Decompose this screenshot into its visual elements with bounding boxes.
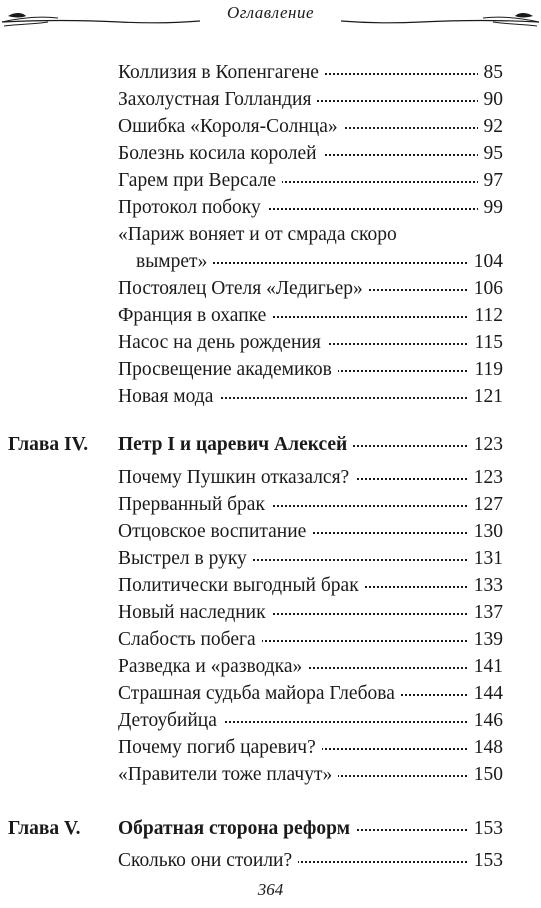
toc-entry[interactable] (118, 762, 503, 787)
running-header (0, 0, 541, 34)
toc-entry-page: 99 (478, 195, 504, 220)
toc-entry-title: Политически выгодный брак (118, 573, 365, 598)
page-number: 364 (257, 880, 284, 899)
chapter-title: Обратная сторона реформ (118, 816, 356, 841)
toc-entry[interactable] (118, 848, 503, 873)
toc-entry-title: Новый наследник (118, 600, 272, 625)
toc-entry-title: Насос на день рождения (118, 330, 327, 355)
toc-entry-title: Болезнь косила королей (118, 141, 323, 166)
toc-entry-title: Коллизия в Копенгагене (118, 60, 325, 85)
header-title: Оглавление (226, 3, 315, 22)
toc-entry[interactable] (118, 330, 503, 355)
toc-entry[interactable] (118, 492, 503, 517)
chapter-label: Глава IV. (8, 434, 89, 455)
toc-entry[interactable] (118, 384, 503, 409)
toc-entry-title: Детоубийца (118, 708, 223, 733)
toc-entry-page: 137 (468, 600, 503, 625)
toc-entry[interactable] (118, 87, 503, 112)
toc-entry-page: 150 (468, 762, 503, 787)
toc-entry[interactable] (118, 465, 503, 490)
toc-entry-page: 130 (468, 519, 503, 544)
toc-entry-title: Постоялец Отеля «Ледигьер» (118, 276, 369, 301)
toc-entry[interactable] (118, 627, 503, 652)
toc-entry-page: 144 (468, 681, 503, 706)
toc-entry-page: 95 (478, 141, 504, 166)
toc-entry-title: Страшная судьба майора Глебова (118, 681, 401, 706)
chapter-page: 123 (468, 432, 503, 457)
toc-entry-title: Протокол побоку (118, 195, 267, 220)
toc-entry-page: 90 (478, 87, 504, 112)
toc-entry-page: 115 (468, 330, 503, 355)
toc-entry-title: Отцовское воспитание (118, 519, 312, 544)
toc-entry-page: 85 (478, 60, 504, 85)
toc-entry-page: 139 (468, 627, 503, 652)
toc-entry[interactable] (118, 276, 503, 301)
toc-entry-title: Просвещение академиков (118, 357, 338, 382)
toc-entry-page: 112 (468, 303, 503, 328)
toc-entry[interactable] (118, 303, 503, 328)
toc-entry[interactable] (118, 600, 503, 625)
toc-entry-page: 92 (478, 114, 504, 139)
toc-entry[interactable] (118, 654, 503, 679)
chapter-heading[interactable] (118, 432, 503, 457)
toc-entry-page: 133 (468, 573, 503, 598)
toc-entry-title: Прерванный брак (118, 492, 271, 517)
toc-entry-title: Выстрел в руку (118, 546, 253, 571)
toc-entry-title: Захолустная Голландия (118, 87, 317, 112)
chapter-title: Петр I и царевич Алексей (118, 432, 353, 457)
toc-entry-page: 97 (478, 168, 504, 193)
toc-entry-title: Разведка и «разводка» (118, 654, 308, 679)
toc-entry-page: 146 (468, 708, 503, 733)
toc-entry-page: 121 (468, 384, 503, 409)
toc-entry-title: «Правители тоже плачут» (118, 762, 338, 787)
toc-entry-title: Франция в охапке (118, 303, 272, 328)
toc-entry-title: Сколько они стоили? (118, 848, 298, 873)
toc-entry[interactable] (118, 60, 503, 85)
toc-entry[interactable] (118, 681, 503, 706)
toc-entry-page: 119 (468, 357, 503, 382)
toc-entry-page: 127 (468, 492, 503, 517)
chapter-heading[interactable] (118, 816, 503, 841)
toc-entry[interactable] (118, 357, 503, 382)
toc-entry-wrapped-line1[interactable] (118, 222, 503, 247)
toc-entry-title: Почему погиб царевич? (118, 735, 322, 760)
toc-entry-page: 123 (468, 465, 503, 490)
toc-entry[interactable] (118, 519, 503, 544)
toc-entry-title-continued: вымрет» (136, 249, 213, 274)
toc-entry[interactable] (118, 735, 503, 760)
toc-entry-title: Почему Пушкин отказался? (118, 465, 355, 490)
toc-entry-title: Ошибка «Короля-Солнца» (118, 114, 344, 139)
toc-entry[interactable] (118, 573, 503, 598)
chapter-page: 153 (468, 816, 503, 841)
toc-entry-page: 106 (468, 276, 503, 301)
toc-entry[interactable] (118, 708, 503, 733)
toc-entry-wrapped-line2[interactable] (136, 249, 503, 274)
toc-entry-page: 148 (468, 735, 503, 760)
toc-entry[interactable] (118, 546, 503, 571)
toc-entry-title: Новая мода (118, 384, 219, 409)
toc-entry[interactable] (118, 168, 503, 193)
toc-entry[interactable] (118, 114, 503, 139)
chapter-label: Глава V. (8, 818, 81, 839)
toc-entry-title: «Париж воняет и от смрада скоро (118, 224, 397, 245)
toc-entry[interactable] (118, 141, 503, 166)
toc-entry-title: Слабость побега (118, 627, 262, 652)
toc-entry-page: 104 (468, 249, 503, 274)
toc-entry-page: 153 (468, 848, 503, 873)
toc-entry-page: 131 (468, 546, 503, 571)
toc-entry[interactable] (118, 195, 503, 220)
toc-entry-title: Гарем при Версале (118, 168, 282, 193)
toc-entry-page: 141 (468, 654, 503, 679)
